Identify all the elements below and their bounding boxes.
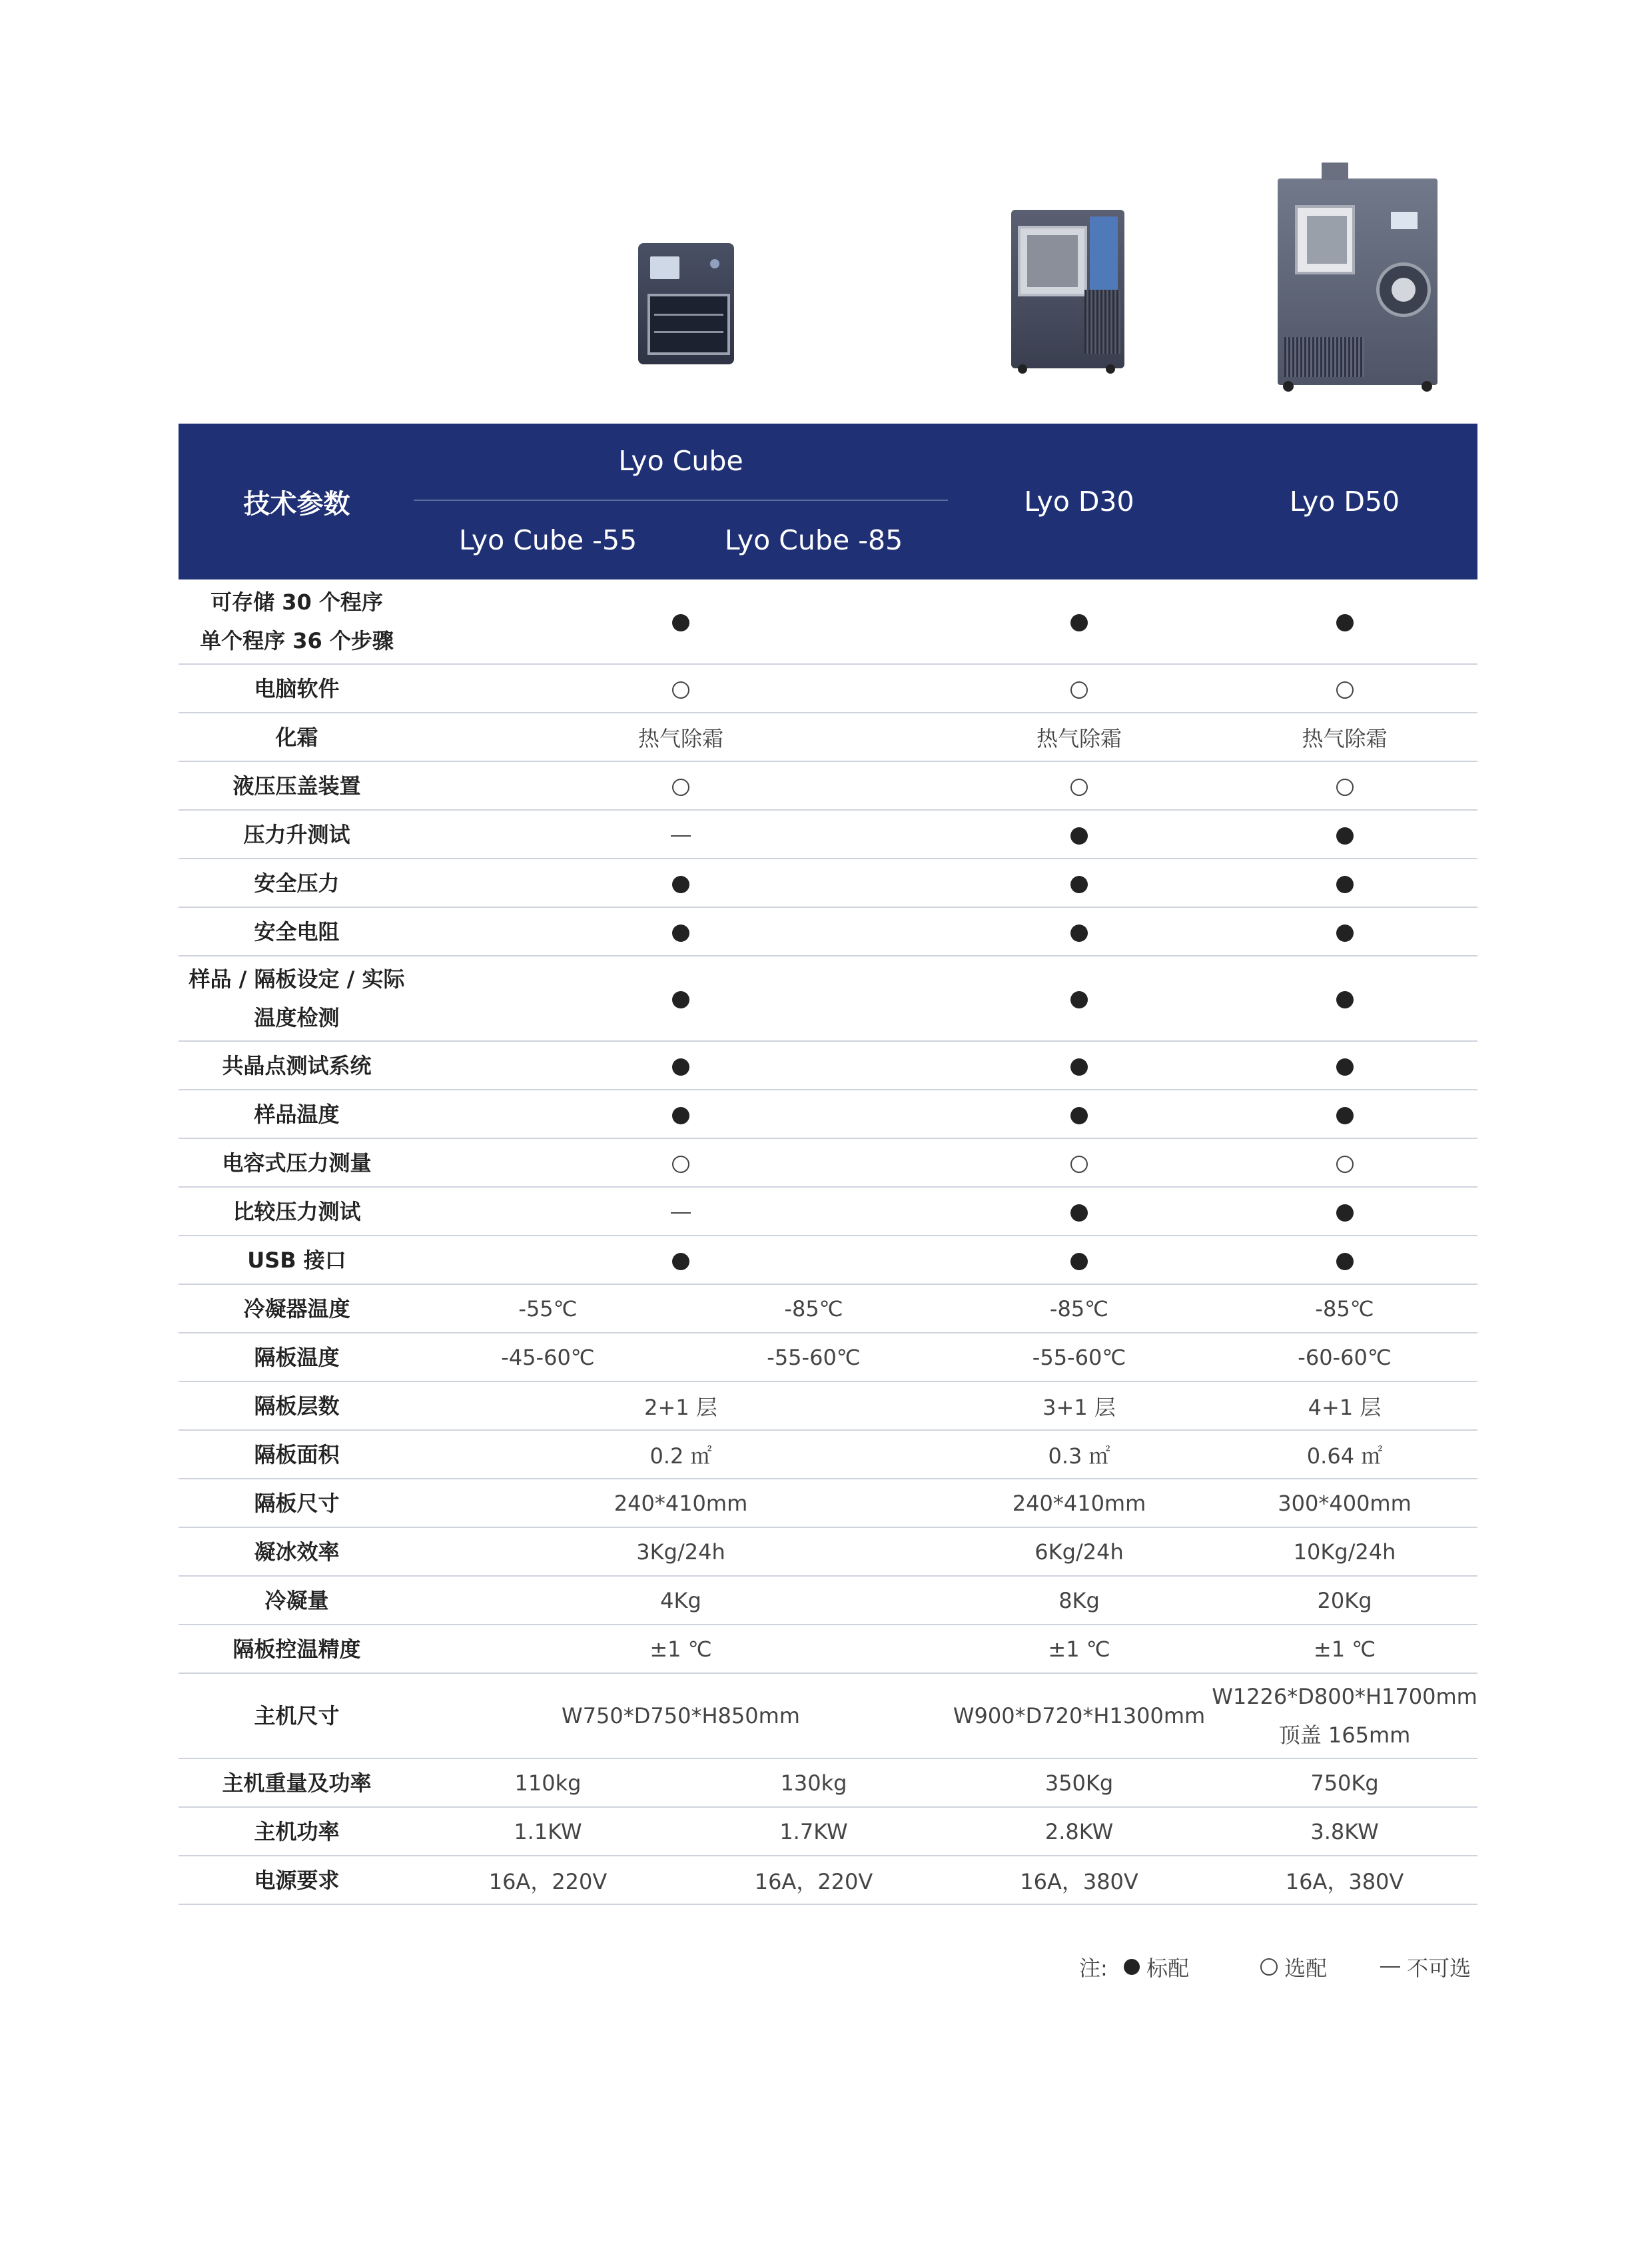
lyo-cube-image bbox=[638, 243, 734, 364]
standard-dot-icon bbox=[1070, 925, 1088, 942]
standard-dot-icon bbox=[1070, 1204, 1088, 1222]
standard-dot-icon bbox=[1336, 876, 1354, 893]
table-row bbox=[179, 1381, 1477, 1430]
legend-unavailable-label: 不可选 bbox=[1407, 1956, 1471, 1981]
optional-circle-icon bbox=[672, 779, 689, 796]
standard-dot-icon bbox=[1070, 991, 1088, 1008]
standard-dot-icon bbox=[1336, 1204, 1354, 1222]
cell-value: 130kg bbox=[681, 1758, 947, 1807]
cell-value: 2.8KW bbox=[947, 1807, 1212, 1856]
table-row bbox=[179, 956, 1477, 1041]
cell-value: 1.7KW bbox=[681, 1807, 947, 1856]
unavailable-dash-icon bbox=[1380, 1966, 1400, 1968]
row-label: 隔板温度 bbox=[179, 1333, 415, 1381]
row-label: 电容式压力测量 bbox=[179, 1138, 415, 1187]
optional-circle-icon bbox=[1070, 1156, 1088, 1173]
legend-standard bbox=[1079, 1952, 1189, 1982]
row-label: 电脑软件 bbox=[179, 664, 415, 713]
cell-value: 6Kg/24h bbox=[947, 1527, 1212, 1576]
legend-standard-label: 标配 bbox=[1146, 1956, 1190, 1981]
lyo-cube-55-header: Lyo Cube -55 bbox=[415, 501, 681, 579]
standard-dot-icon bbox=[1336, 991, 1354, 1008]
cell-value: 3.8KW bbox=[1212, 1807, 1477, 1856]
cell-value: 热气除霜 bbox=[947, 713, 1212, 761]
standard-dot-icon bbox=[672, 1253, 689, 1270]
cell-value: 16A，380V bbox=[947, 1856, 1212, 1904]
standard-dot-icon bbox=[1336, 1253, 1354, 1270]
spec-table bbox=[179, 424, 1477, 1905]
cell-value: -85℃ bbox=[947, 1284, 1212, 1333]
row-label: 可存储 30 个程序 单个程序 36 个步骤 bbox=[179, 579, 415, 664]
legend-unavailable bbox=[1380, 1952, 1471, 1982]
cell-value: -85℃ bbox=[1212, 1284, 1477, 1333]
table-row bbox=[179, 1333, 1477, 1381]
table-row bbox=[179, 859, 1477, 907]
table-row bbox=[179, 1138, 1477, 1187]
row-label: 冷凝量 bbox=[179, 1576, 415, 1625]
table-row bbox=[179, 907, 1477, 956]
cell-value: 3+1 层 bbox=[947, 1381, 1212, 1430]
cell-value: ±1 ℃ bbox=[415, 1625, 947, 1673]
cell-value: W1226*D800*H1700mm 顶盖 165mm bbox=[1212, 1673, 1477, 1758]
row-label: USB 接口 bbox=[179, 1236, 415, 1284]
table-row bbox=[179, 810, 1477, 859]
cell-value: 240*410mm bbox=[947, 1479, 1212, 1527]
standard-dot-icon bbox=[672, 991, 689, 1008]
standard-dot-icon bbox=[672, 876, 689, 893]
standard-dot-icon bbox=[672, 1058, 689, 1076]
unavailable-dash-icon bbox=[671, 1212, 691, 1214]
standard-dot-icon bbox=[1070, 1058, 1088, 1076]
table-row bbox=[179, 1236, 1477, 1284]
legend-optional bbox=[1260, 1952, 1327, 1982]
table-row bbox=[179, 1673, 1477, 1758]
param-header: 技术参数 bbox=[179, 424, 415, 579]
standard-dot-icon bbox=[1336, 1107, 1354, 1124]
cell-value: 300*400mm bbox=[1212, 1479, 1477, 1527]
lyo-d30-image bbox=[1011, 210, 1124, 368]
cell-value: -55-60℃ bbox=[947, 1333, 1212, 1381]
row-label: 凝冰效率 bbox=[179, 1527, 415, 1576]
row-label: 主机尺寸 bbox=[179, 1673, 415, 1758]
cell-value: 热气除霜 bbox=[1212, 713, 1477, 761]
standard-dot-icon bbox=[1336, 827, 1354, 845]
cell-value: 20Kg bbox=[1212, 1576, 1477, 1625]
cell-value: 3Kg/24h bbox=[415, 1527, 947, 1576]
row-label: 安全压力 bbox=[179, 859, 415, 907]
cell-value: 0.64 ㎡ bbox=[1212, 1430, 1477, 1479]
row-label: 冷凝器温度 bbox=[179, 1284, 415, 1333]
cell-value: 2+1 层 bbox=[415, 1381, 947, 1430]
row-label: 隔板面积 bbox=[179, 1430, 415, 1479]
cell-value: 16A，380V bbox=[1212, 1856, 1477, 1904]
table-row bbox=[179, 761, 1477, 810]
standard-dot-icon bbox=[672, 614, 689, 631]
cell-value: 10Kg/24h bbox=[1212, 1527, 1477, 1576]
row-label: 样品 / 隔板设定 / 实际 温度检测 bbox=[179, 956, 415, 1041]
cell-value: 240*410mm bbox=[415, 1479, 947, 1527]
table-row bbox=[179, 1479, 1477, 1527]
table-row bbox=[179, 664, 1477, 713]
table-row bbox=[179, 713, 1477, 761]
table-row bbox=[179, 1187, 1477, 1236]
cell-value: -45-60℃ bbox=[415, 1333, 681, 1381]
cell-value: 750Kg bbox=[1212, 1758, 1477, 1807]
row-label: 化霜 bbox=[179, 713, 415, 761]
standard-dot-icon bbox=[1124, 1959, 1140, 1975]
lyo-cube-85-header: Lyo Cube -85 bbox=[681, 501, 947, 579]
row-label: 样品温度 bbox=[179, 1090, 415, 1138]
standard-dot-icon bbox=[1336, 1058, 1354, 1076]
unavailable-dash-icon bbox=[671, 835, 691, 837]
row-label: 共晶点测试系统 bbox=[179, 1041, 415, 1090]
lyo-d50-header: Lyo D50 bbox=[1212, 424, 1477, 579]
cell-value: 0.3 ㎡ bbox=[947, 1430, 1212, 1479]
cell-value: -85℃ bbox=[681, 1284, 947, 1333]
table-row bbox=[179, 1090, 1477, 1138]
row-label: 隔板控温精度 bbox=[179, 1625, 415, 1673]
optional-circle-icon bbox=[1336, 779, 1354, 796]
cell-value: 1.1KW bbox=[415, 1807, 681, 1856]
row-label: 隔板尺寸 bbox=[179, 1479, 415, 1527]
cell-value: 4+1 层 bbox=[1212, 1381, 1477, 1430]
standard-dot-icon bbox=[1336, 925, 1354, 942]
table-row bbox=[179, 1807, 1477, 1856]
standard-dot-icon bbox=[1070, 1253, 1088, 1270]
table-row bbox=[179, 1284, 1477, 1333]
standard-dot-icon bbox=[672, 1107, 689, 1124]
lyo-cube-header: Lyo Cube bbox=[415, 424, 947, 501]
optional-circle-icon bbox=[1070, 681, 1088, 699]
optional-circle-icon bbox=[1260, 1958, 1278, 1976]
optional-circle-icon bbox=[1070, 779, 1088, 796]
standard-dot-icon bbox=[672, 925, 689, 942]
legend-optional-label: 选配 bbox=[1284, 1956, 1328, 1981]
table-row bbox=[179, 1856, 1477, 1904]
row-label: 液压压盖装置 bbox=[179, 761, 415, 810]
legend-note: 注: bbox=[1079, 1956, 1108, 1981]
row-label: 比较压力测试 bbox=[179, 1187, 415, 1236]
standard-dot-icon bbox=[1336, 614, 1354, 631]
standard-dot-icon bbox=[1070, 614, 1088, 631]
cell-value: 热气除霜 bbox=[415, 713, 947, 761]
optional-circle-icon bbox=[1336, 681, 1354, 699]
cell-value: 16A，220V bbox=[681, 1856, 947, 1904]
table-row bbox=[179, 1758, 1477, 1807]
optional-circle-icon bbox=[672, 1156, 689, 1173]
optional-circle-icon bbox=[672, 681, 689, 699]
optional-circle-icon bbox=[1336, 1156, 1354, 1173]
standard-dot-icon bbox=[1070, 827, 1088, 845]
table-row bbox=[179, 1041, 1477, 1090]
table-row bbox=[179, 1576, 1477, 1625]
row-label: 安全电阻 bbox=[179, 907, 415, 956]
table-row bbox=[179, 1430, 1477, 1479]
cell-value: ±1 ℃ bbox=[1212, 1625, 1477, 1673]
cell-value: 8Kg bbox=[947, 1576, 1212, 1625]
row-label: 主机功率 bbox=[179, 1807, 415, 1856]
cell-value: -60-60℃ bbox=[1212, 1333, 1477, 1381]
cell-value: W900*D720*H1300mm bbox=[947, 1673, 1212, 1758]
cell-value: -55℃ bbox=[415, 1284, 681, 1333]
row-label: 电源要求 bbox=[179, 1856, 415, 1904]
cell-value: 4Kg bbox=[415, 1576, 947, 1625]
cell-value: W750*D750*H850mm bbox=[415, 1673, 947, 1758]
table-row bbox=[179, 1625, 1477, 1673]
table-row bbox=[179, 1527, 1477, 1576]
cell-value: ±1 ℃ bbox=[947, 1625, 1212, 1673]
standard-dot-icon bbox=[1070, 876, 1088, 893]
table-row bbox=[179, 579, 1477, 664]
cell-value: 110kg bbox=[415, 1758, 681, 1807]
cell-value: 0.2 ㎡ bbox=[415, 1430, 947, 1479]
lyo-d30-header: Lyo D30 bbox=[947, 424, 1212, 579]
row-label: 隔板层数 bbox=[179, 1381, 415, 1430]
cell-value: 16A，220V bbox=[415, 1856, 681, 1904]
row-label: 压力升测试 bbox=[179, 810, 415, 859]
lyo-d50-image bbox=[1278, 179, 1438, 385]
cell-value: -55-60℃ bbox=[681, 1333, 947, 1381]
cell-value: 350Kg bbox=[947, 1758, 1212, 1807]
standard-dot-icon bbox=[1070, 1107, 1088, 1124]
row-label: 主机重量及功率 bbox=[179, 1758, 415, 1807]
